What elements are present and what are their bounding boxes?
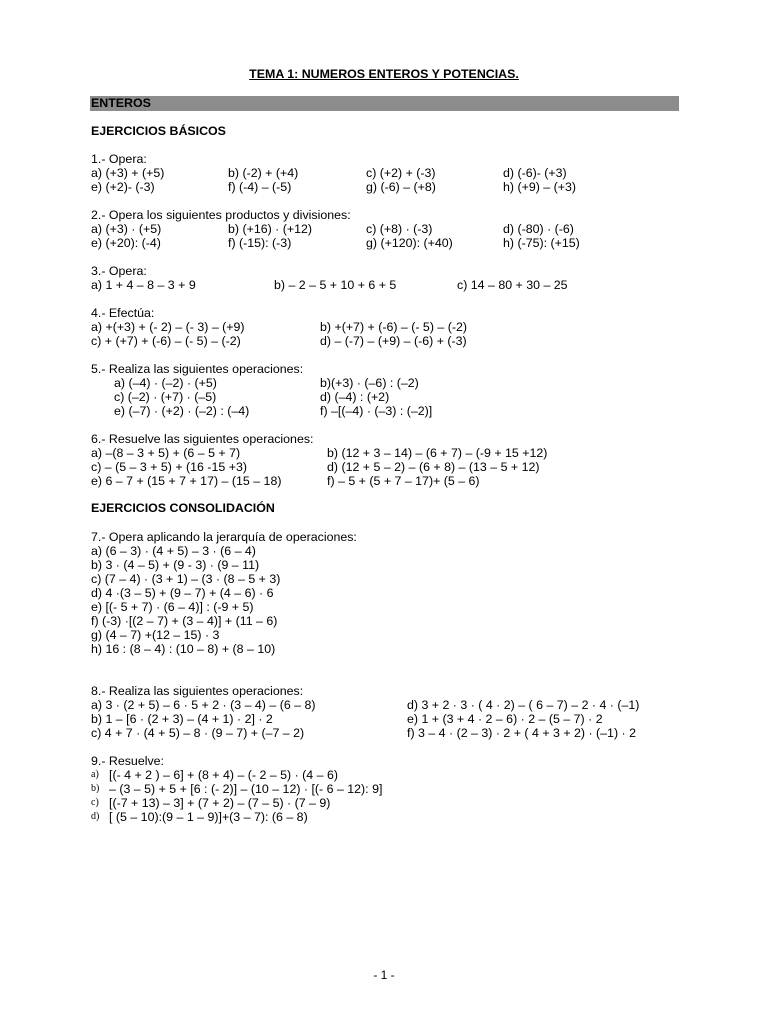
- ex3-item: b) – 2 – 5 + 10 + 6 + 5: [274, 278, 397, 292]
- ex7-item: b) 3 · (4 – 5) + (9 - 3) · (9 – 11): [91, 558, 260, 572]
- ex5-item: b)(+3) · (–6) : (–2): [320, 376, 419, 390]
- ex2-item: g) (+120): (+40): [366, 236, 453, 250]
- ex8-item: e) 1 + (3 + 4 · 2 – 6) · 2 – (5 – 7) · 2: [407, 712, 603, 726]
- ex4-title: 4.- Efectúa:: [91, 306, 155, 320]
- ex1-item: a) (+3) + (+5): [91, 166, 165, 180]
- ex7-item: e) [(- 5 + 7) · (6 – 4)] : (-9 + 5): [91, 600, 254, 614]
- ex5-item: c) (–2) · (+7) · (–5): [114, 390, 217, 404]
- heading-basicos: EJERCICIOS BÁSICOS: [91, 124, 226, 138]
- ex6-item: f) – 5 + (5 + 7 – 17)+ (5 – 6): [327, 474, 480, 488]
- ex8-item: d) 3 + 2 · 3 · ( 4 · 2) – ( 6 – 7) – 2 · 4 · (–1): [407, 698, 640, 712]
- ex2-item: f) (-15): (-3): [228, 236, 292, 250]
- ex9-letter: c): [91, 797, 99, 808]
- ex7-item: g) (4 – 7) +(12 – 15) · 3: [91, 628, 220, 642]
- ex5-item: d) (–4) : (+2): [320, 390, 390, 404]
- ex9-letter: d): [91, 811, 100, 822]
- ex5-title: 5.- Realiza las siguientes operaciones:: [91, 362, 304, 376]
- ex7-item: c) (7 – 4) · (3 + 1) – (3 · (8 – 5 + 3): [91, 572, 281, 586]
- ex6-item: e) 6 – 7 + (15 + 7 + 17) – (15 – 18): [91, 474, 282, 488]
- heading-consolidacion: EJERCICIOS CONSOLIDACIÓN: [91, 501, 275, 515]
- ex2-item: e) (+20): (-4): [91, 236, 161, 250]
- ex7-item: a) (6 – 3) · (4 + 5) – 3 · (6 – 4): [91, 544, 256, 558]
- ex8-item: b) 1 – [6 · (2 + 3) – (4 + 1) · 2] · 2: [91, 712, 273, 726]
- section-bar: ENTEROS: [90, 96, 679, 111]
- ex6-item: d) (12 + 5 – 2) – (6 + 8) – (13 – 5 + 12): [327, 460, 540, 474]
- ex1-item: f) (-4) – (-5): [228, 180, 292, 194]
- ex2-item: h) (-75): (+15): [503, 236, 580, 250]
- ex2-item: c) (+8) · (-3): [366, 222, 433, 236]
- ex9-letter: b): [91, 783, 100, 794]
- ex2-item: a) (+3) · (+5): [91, 222, 162, 236]
- ex9-letter: a): [91, 769, 99, 780]
- ex1-item: h) (+9) – (+3): [503, 180, 576, 194]
- ex4-item: a) +(+3) + (- 2) – (- 3) – (+9): [91, 320, 245, 334]
- ex6-item: a) –(8 – 3 + 5) + (6 – 5 + 7): [91, 446, 241, 460]
- ex6-title: 6.- Resuelve las siguientes operaciones:: [91, 432, 314, 446]
- ex9-title: 9.- Resuelve:: [91, 754, 165, 768]
- ex9-expression: [ (5 – 10):(9 – 1 – 9)]+(3 – 7): (6 – 8): [109, 810, 308, 824]
- ex9-expression: – (3 – 5) + 5 + [6 : (- 2)] – (10 – 12) · [(- 6 – 12): 9]: [109, 782, 383, 796]
- ex9-expression: [(- 4 + 2 ) – 6] + (8 + 4) – (- 2 – 5) · (4 – 6): [109, 768, 338, 782]
- ex6-item: c) – (5 – 3 + 5) + (16 -15 +3): [91, 460, 247, 474]
- ex2-item: d) (-80) · (-6): [503, 222, 574, 236]
- ex1-title: 1.- Opera:: [91, 152, 147, 166]
- ex3-title: 3.- Opera:: [91, 264, 147, 278]
- ex2-item: b) (+16) · (+12): [228, 222, 313, 236]
- ex8-title: 8.- Realiza las siguientes operaciones:: [91, 684, 304, 698]
- ex3-item: c) 14 – 80 + 30 – 25: [457, 278, 568, 292]
- ex1-item: d) (-6)- (+3): [503, 166, 567, 180]
- ex7-title: 7.- Opera aplicando la jerarquía de operaciones:: [91, 530, 357, 544]
- ex9-expression: [(-7 + 13) – 3] + (7 + 2) – (7 – 5) · (7 – 9): [109, 796, 331, 810]
- ex8-item: c) 4 + 7 · (4 + 5) – 8 · (9 – 7) + (–7 – 2): [91, 726, 305, 740]
- ex5-item: f) –[(–4) · (–3) : (–2)]: [320, 404, 433, 418]
- ex7-item: h) 16 : (8 – 4) : (10 – 8) + (8 – 10): [91, 642, 276, 656]
- ex4-item: b) +(+7) + (-6) – (- 5) – (-2): [320, 320, 467, 334]
- ex1-item: b) (-2) + (+4): [228, 166, 299, 180]
- ex2-title: 2.- Opera los siguientes productos y divisiones:: [91, 208, 351, 222]
- ex5-item: e) (–7) · (+2) · (–2) : (–4): [114, 404, 250, 418]
- ex7-item: d) 4 ·(3 – 5) + (9 – 7) + (4 – 6) · 6: [91, 586, 274, 600]
- ex3-item: a) 1 + 4 – 8 – 3 + 9: [91, 278, 196, 292]
- ex8-item: a) 3 · (2 + 5) – 6 · 5 + 2 · (3 – 4) – (6 – 8): [91, 698, 316, 712]
- ex1-item: e) (+2)- (-3): [91, 180, 155, 194]
- ex4-item: d) – (-7) – (+9) – (-6) + (-3): [320, 334, 467, 348]
- ex6-item: b) (12 + 3 – 14) – (6 + 7) – (-9 + 15 +12): [327, 446, 548, 460]
- page-number: - 1 -: [373, 968, 395, 982]
- ex8-item: f) 3 – 4 · (2 – 3) · 2 + ( 4 + 3 + 2) · (–1) · 2: [407, 726, 636, 740]
- ex1-item: c) (+2) + (-3): [366, 166, 436, 180]
- document-title: TEMA 1: NUMEROS ENTEROS Y POTENCIAS.: [249, 67, 519, 81]
- ex5-item: a) (–4) · (–2) · (+5): [114, 376, 217, 390]
- ex4-item: c) + (+7) + (-6) – (- 5) – (-2): [91, 334, 241, 348]
- ex7-item: f) (-3) ·[(2 – 7) + (3 – 4)] + (11 – 6): [91, 614, 278, 628]
- ex1-item: g) (-6) – (+8): [366, 180, 436, 194]
